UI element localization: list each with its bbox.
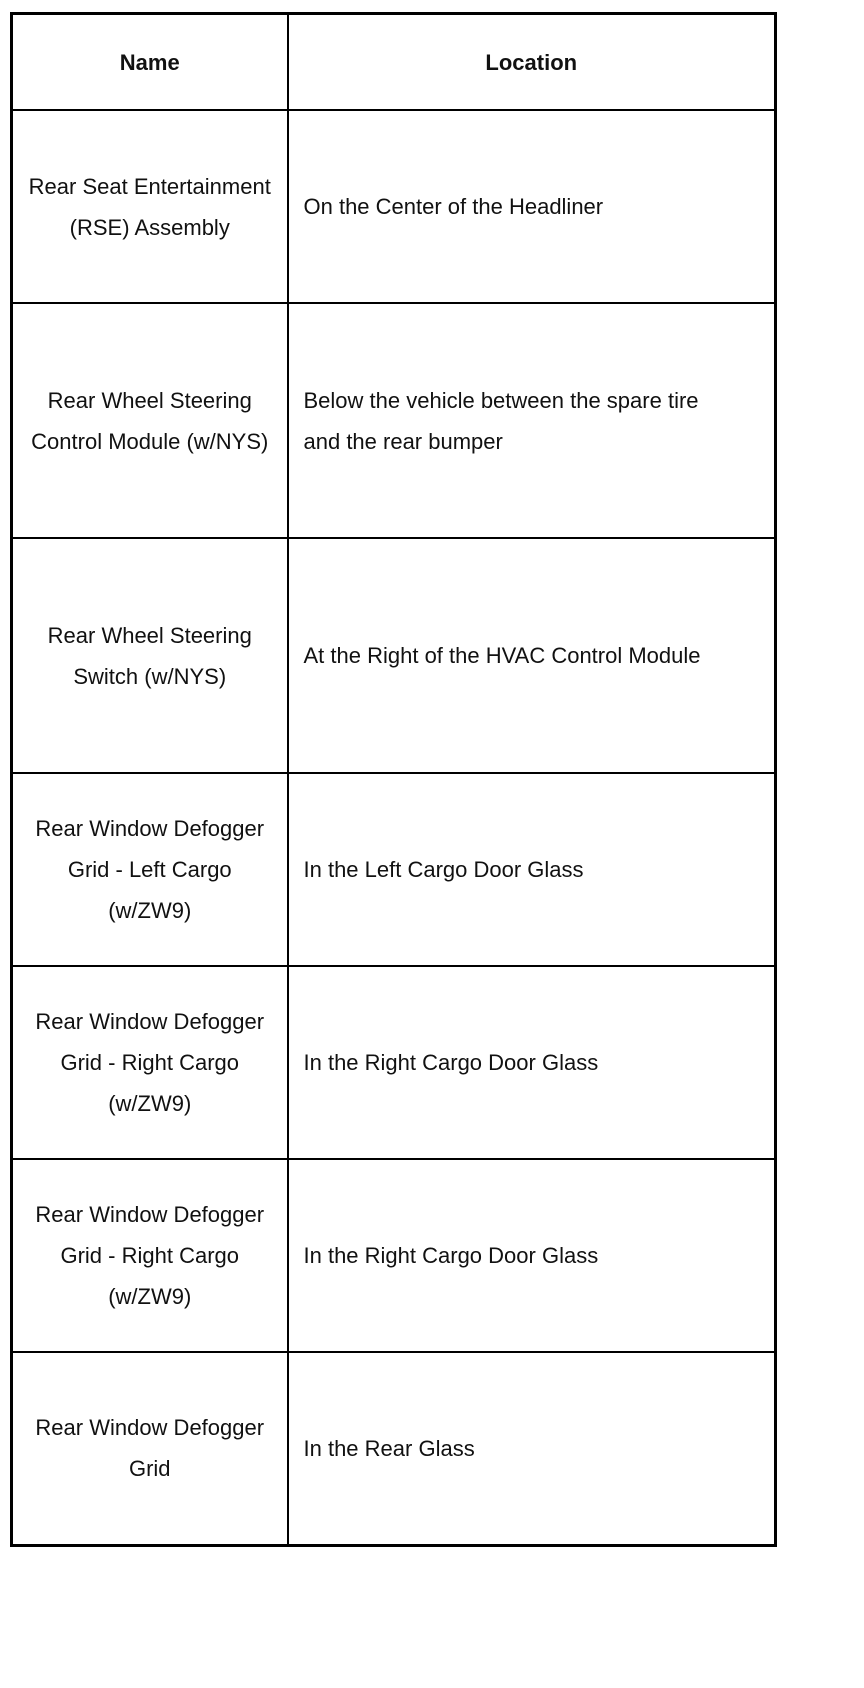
table-row [12, 110, 776, 303]
component-location: In the Rear Glass [288, 1352, 776, 1545]
component-name: Rear Window Defogger Grid - Left Cargo (w/ZW9) [12, 773, 288, 966]
component-name: Rear Window Defogger Grid - Right Cargo (w/ZW9) [12, 1159, 288, 1352]
component-location: On the Center of the Headliner [288, 110, 776, 303]
table-row [12, 773, 776, 966]
table-header-row [12, 14, 776, 111]
component-location-table [10, 12, 777, 1547]
table-row [12, 1159, 776, 1352]
table-row [12, 538, 776, 773]
location-column-header: Location [288, 14, 776, 111]
component-name: Rear Wheel Steering Switch (w/NYS) [12, 538, 288, 773]
table-row [12, 303, 776, 538]
component-name: Rear Seat Entertainment (RSE) Assembly [12, 110, 288, 303]
component-location: In the Right Cargo Door Glass [288, 966, 776, 1159]
component-location: At the Right of the HVAC Control Module [288, 538, 776, 773]
component-name: Rear Window Defogger Grid [12, 1352, 288, 1545]
table-row [12, 1352, 776, 1545]
component-name: Rear Window Defogger Grid - Right Cargo (w/ZW9) [12, 966, 288, 1159]
component-location: Below the vehicle between the spare tire and the rear bumper [288, 303, 776, 538]
component-location: In the Left Cargo Door Glass [288, 773, 776, 966]
component-location: In the Right Cargo Door Glass [288, 1159, 776, 1352]
table-row [12, 966, 776, 1159]
component-name: Rear Wheel Steering Control Module (w/NYS) [12, 303, 288, 538]
name-column-header: Name [12, 14, 288, 111]
